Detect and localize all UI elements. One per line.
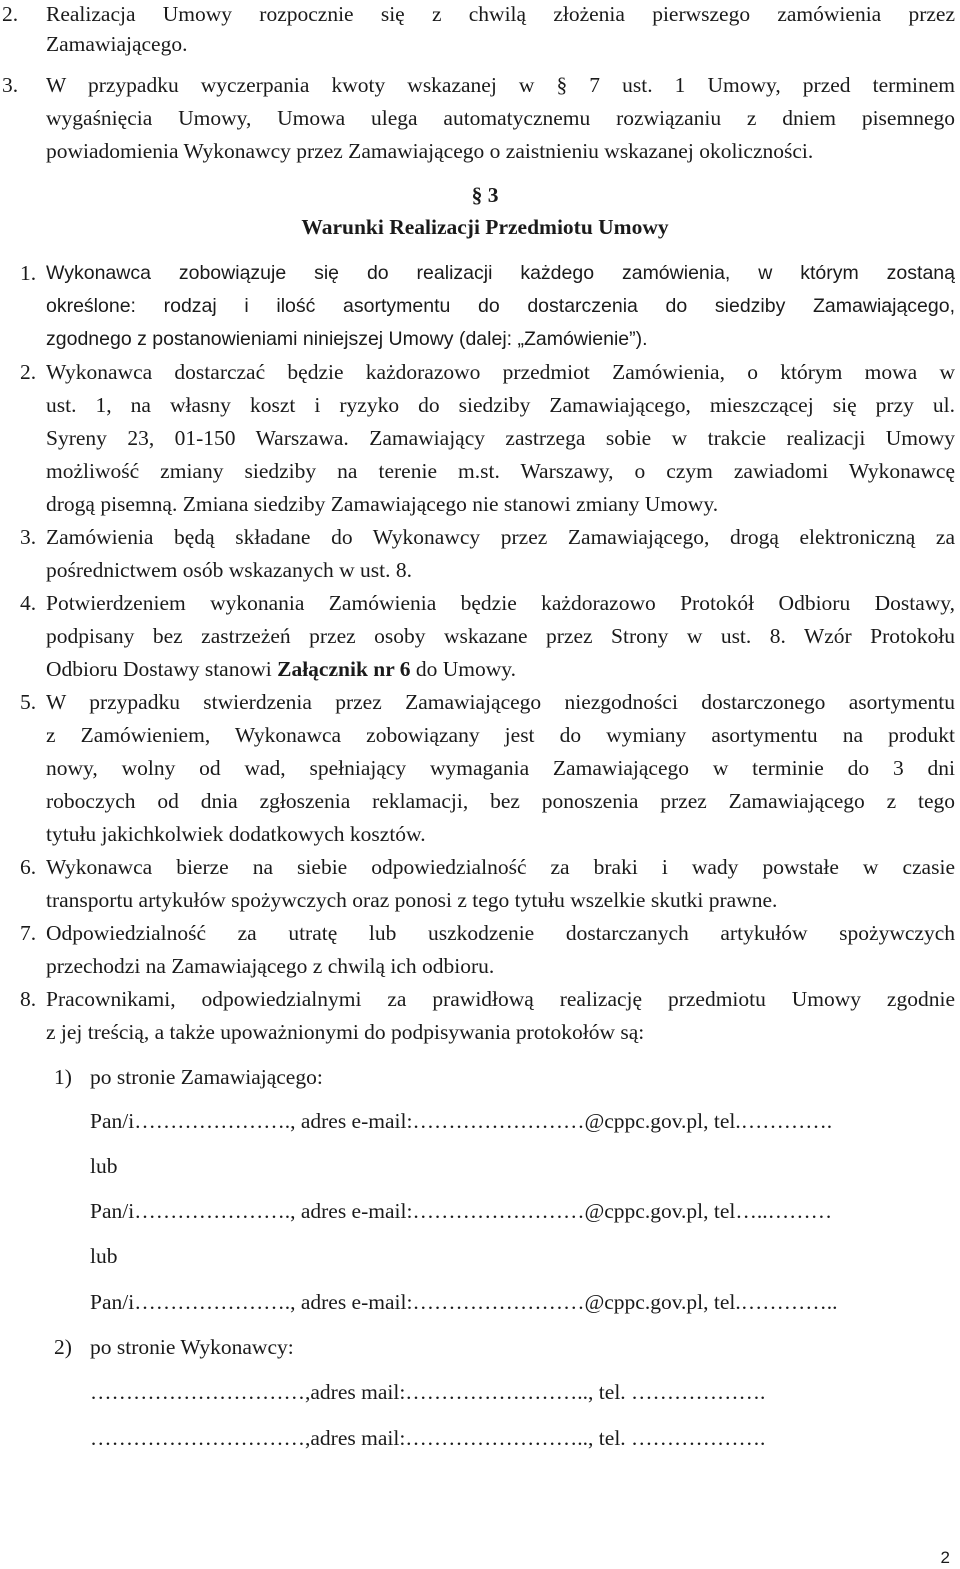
paragraph-line: Realizacja Umowy rozpocznie się z chwilą złożenia pierwszego zamówienia przez (46, 2, 955, 26)
paragraph-line: roboczych od dnia zgłoszenia reklamacji, bez ponoszenia przez Zamawiającego z tego (46, 789, 955, 813)
sublist-label: po stronie Zamawiającego: (90, 1065, 323, 1089)
paragraph-line: Wykonawca zobowiązuje się do realizacji każdego zamówienia, w którym zostaną (46, 262, 955, 284)
section-symbol: § 3 (471, 183, 499, 207)
contact-or: lub (90, 1154, 118, 1178)
paragraph-line (46, 656, 516, 682)
contact-or: lub (90, 1244, 118, 1268)
list-number: 4. (20, 591, 37, 615)
sublist-label: po stronie Wykonawcy: (90, 1335, 294, 1359)
paragraph-line: powiadomienia Wykonawcy przez Zamawiającego o zaistnieniu wskazanej okoliczności. (46, 139, 814, 163)
paragraph-line: Potwierdzeniem wykonania Zamówienia będzie każdorazowo Protokół Odbioru Dostawy, (46, 591, 955, 615)
list-number: 2. (2, 2, 19, 26)
list-number: 5. (20, 690, 37, 714)
list-number: 8. (20, 987, 37, 1011)
list-number: 2. (20, 360, 37, 384)
attachment-ref: Załącznik nr 6 (277, 657, 411, 681)
contact-line: …………………………,adres mail:…………………….., tel. ………………. (90, 1426, 766, 1450)
paragraph-line: podpisany bez zastrzeżeń przez osoby wskazane przez Strony w ust. 8. Wzór Protokołu (46, 624, 955, 648)
paragraph-line: pośrednictwem osób wskazanych w ust. 8. (46, 558, 413, 582)
list-number: 3. (20, 525, 37, 549)
paragraph-line: W przypadku stwierdzenia przez Zamawiającego niezgodności dostarczonego asortymentu (46, 690, 955, 714)
paragraph-line: określone: rodzaj i ilość asortymentu do dostarczenia do siedziby Zamawiającego, (46, 295, 955, 317)
list-number: 1. (20, 261, 37, 285)
paragraph-line: wygaśnięcia Umowy, Umowa ulega automatycznemu rozwiązaniu z dniem pisemnego (46, 106, 955, 130)
contact-line: …………………………,adres mail:…………………….., tel. ………………. (90, 1380, 766, 1404)
page-number: 2 (940, 1548, 950, 1567)
list-number: 6. (20, 855, 37, 879)
paragraph-line: Wykonawca bierze na siebie odpowiedzialność za braki i wady powstałe w czasie (46, 855, 955, 879)
paragraph-line: Syreny 23, 01-150 Warszawa. Zamawiający zastrzega sobie w trakcie realizacji Umowy (46, 426, 955, 450)
paragraph-line: Odpowiedzialność za utratę lub uszkodzenie dostarczanych artykułów spożywczych (46, 921, 955, 945)
paragraph-line: Wykonawca dostarczać będzie każdorazowo przedmiot Zamówienia, o którym mowa w (46, 360, 955, 384)
paragraph-line: nowy, wolny od wad, spełniający wymagania Zamawiającego w terminie do 3 dni (46, 756, 955, 780)
list-number: 3. (2, 73, 19, 97)
paragraph-line: przechodzi na Zamawiającego z chwilą ich odbioru. (46, 954, 495, 978)
contact-line: Pan/i…………………., adres e-mail:……………………@cppc.gov.pl, tel.………….. (90, 1290, 838, 1314)
paragraph-line: z Zamówieniem, Wykonawca zobowiązany jest do wymiany asortymentu na produkt (46, 723, 955, 747)
list-number: 7. (20, 921, 37, 945)
attachment-ref-suffix: do Umowy. (410, 657, 517, 681)
paragraph-line: z jej treścią, a także upoważnionymi do podpisywania protokołów są: (46, 1020, 645, 1044)
paragraph-line: Zamówienia będą składane do Wykonawcy przez Zamawiającego, drogą elektroniczną za (46, 525, 955, 549)
sublist-number: 2) (54, 1335, 72, 1359)
contact-line: Pan/i…………………., adres e-mail:……………………@cppc.gov.pl, tel…..……… (90, 1199, 833, 1223)
paragraph-line: Pracownikami, odpowiedzialnymi za prawidłową realizację przedmiotu Umowy zgodnie (46, 987, 955, 1011)
paragraph-line: transportu artykułów spożywczych oraz ponosi z tego tytułu wszelkie skutki prawne. (46, 888, 778, 912)
paragraph-line: Zamawiającego. (46, 32, 188, 56)
attachment-ref-prefix: Odbioru Dostawy stanowi (46, 657, 278, 681)
paragraph-line: drogą pisemną. Zmiana siedziby Zamawiającego nie stanowi zmiany Umowy. (46, 492, 719, 516)
contact-line: Pan/i…………………., adres e-mail:……………………@cppc.gov.pl, tel.…………. (90, 1109, 833, 1133)
paragraph-line: tytułu jakichkolwiek dodatkowych kosztów. (46, 822, 426, 846)
paragraph-line: zgodnego z postanowieniami niniejszej Umowy (dalej: „Zamówienie”). (46, 328, 648, 350)
paragraph-line: ust. 1, na własny koszt i ryzyko do siedziby Zamawiającego, mieszczącej się przy ul. (46, 393, 955, 417)
sublist-number: 1) (54, 1065, 72, 1089)
paragraph-line: możliwość zmiany siedziby na terenie m.st. Warszawy, o czym zawiadomi Wykonawcę (46, 459, 955, 483)
paragraph-line: W przypadku wyczerpania kwoty wskazanej w § 7 ust. 1 Umowy, przed terminem (46, 73, 955, 97)
section-title: Warunki Realizacji Przedmiotu Umowy (301, 215, 669, 239)
